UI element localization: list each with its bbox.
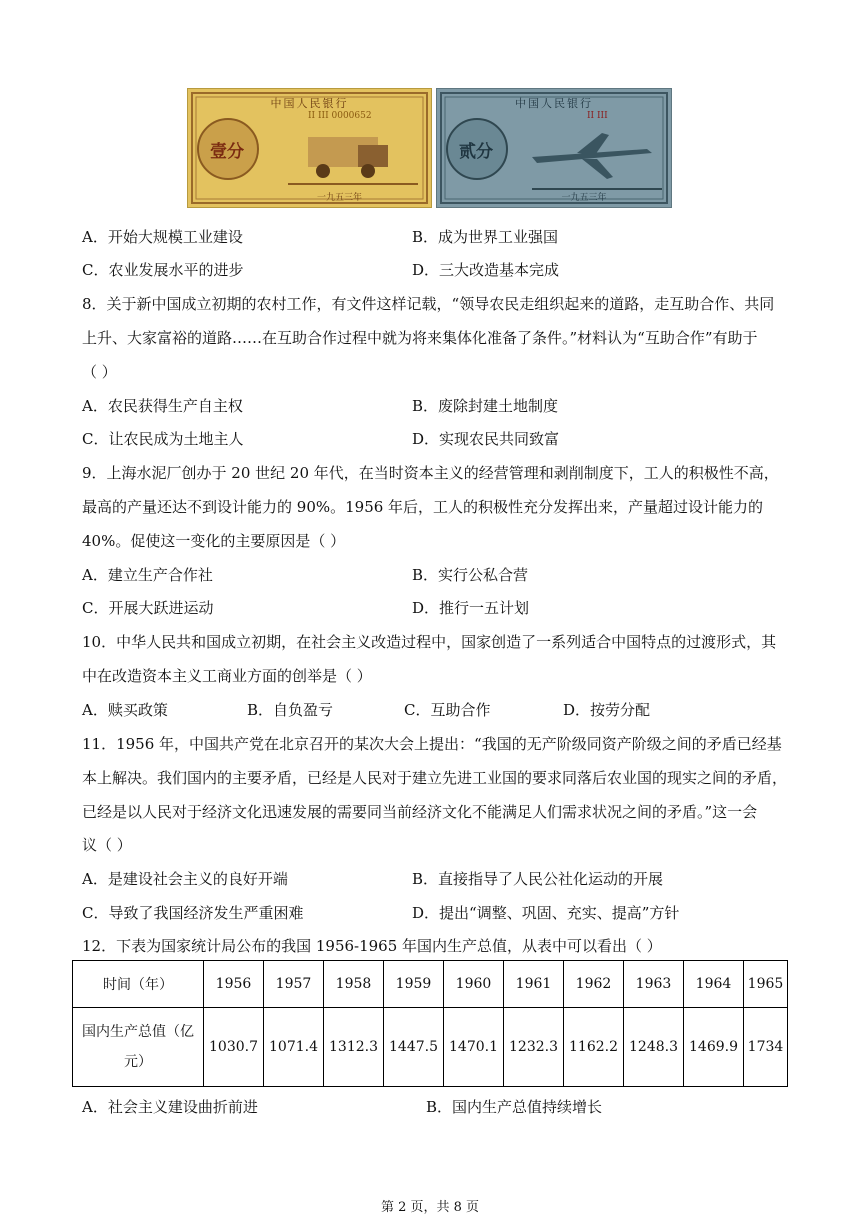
q9-option-b: B．实行公私合营 <box>412 566 529 584</box>
banknote-two-fen-denomination: 贰分 <box>459 142 493 162</box>
banknote-two-fen-serial: II III <box>587 111 608 121</box>
q9-stem-line-2: 最高的产量还达不到设计能力的 90%。1956 年后，工人的积极性充分发挥出来，产量超过设计能力的 <box>82 498 764 516</box>
gdp-year-cell: 1956 <box>204 961 264 1008</box>
gdp-value-cell: 1734 <box>744 1008 788 1087</box>
gdp-value-cell: 1470.1 <box>444 1008 504 1087</box>
q11-stem-line-2: 本上解决。我们国内的主要矛盾，已经是人民对于建立先进工业国的要求同落后农业国的现实之间的矛盾， <box>82 769 788 787</box>
q11-stem-line-4: 议（ ） <box>82 836 132 854</box>
q9-option-c: C．开展大跃进运动 <box>82 599 214 617</box>
q9-option-a: A．建立生产合作社 <box>82 566 213 584</box>
q9-stem-line-1: 9．上海水泥厂创办于 20 世纪 20 年代，在当时资本主义的经营管理和剥削制度下，工人的积极性不高， <box>82 464 779 482</box>
gdp-table-value-row <box>73 1008 788 1087</box>
q10-stem-line-2: 中在改造资本主义工商业方面的创举是（ ） <box>82 667 372 685</box>
gdp-value-cell: 1469.9 <box>684 1008 744 1087</box>
gdp-table-year-row <box>73 961 788 1008</box>
gdp-year-cell: 1960 <box>444 961 504 1008</box>
gdp-year-cell: 1964 <box>684 961 744 1008</box>
gdp-table-value-header <box>73 1008 204 1087</box>
gdp-year-cell: 1962 <box>564 961 624 1008</box>
gdp-table-year-header: 时间（年） <box>73 961 204 1008</box>
gdp-year-cell: 1961 <box>504 961 564 1008</box>
banknote-one-fen-denomination: 壹分 <box>210 142 244 162</box>
q8-stem-line-3: （ ） <box>82 363 117 381</box>
banknote-two-fen-year: 一九五三年 <box>561 193 607 203</box>
q9-stem-line-3: 40%。促使这一变化的主要原因是（ ） <box>82 532 346 550</box>
q11-option-a: A．是建设社会主义的良好开端 <box>82 870 288 888</box>
q11-stem-line-3: 已经是以人民对于经济文化迅速发展的需要同当前经济文化不能满足人们需求状况之间的矛盾。”这一会 <box>82 803 758 821</box>
gdp-year-cell: 1958 <box>324 961 384 1008</box>
q7-option-b: B．成为世界工业强国 <box>412 228 559 246</box>
gdp-value-cell: 1232.3 <box>504 1008 564 1087</box>
gdp-value-cell: 1162.2 <box>564 1008 624 1087</box>
page-footer: 第 2 页，共 8 页 <box>380 1200 480 1215</box>
q9-option-d: D．推行一五计划 <box>412 599 530 617</box>
q12-option-a: A．社会主义建设曲折前进 <box>82 1098 258 1116</box>
banknote-one-fen-image <box>187 88 432 208</box>
gdp-value-cell: 1312.3 <box>324 1008 384 1087</box>
gdp-year-cell: 1963 <box>624 961 684 1008</box>
q8-option-d: D．实现农民共同致富 <box>412 430 560 448</box>
gdp-table <box>72 960 788 1087</box>
banknote-one-fen-bank: 中国人民银行 <box>270 97 349 110</box>
gdp-value-header-line-1: 国内生产总值（亿 <box>82 1024 194 1040</box>
q7-option-a: A．开始大规模工业建设 <box>82 228 243 246</box>
q7-option-d: D．三大改造基本完成 <box>412 261 560 279</box>
q8-option-b: B．废除封建土地制度 <box>412 397 559 415</box>
banknote-two-fen-image <box>436 88 672 208</box>
gdp-value-cell: 1071.4 <box>264 1008 324 1087</box>
q8-option-c: C．让农民成为土地主人 <box>82 430 244 448</box>
q10-option-d: D．按劳分配 <box>563 701 651 719</box>
q8-option-a: A．农民获得生产自主权 <box>82 397 243 415</box>
q11-stem-line-1: 11．1956 年，中国共产党在北京召开的某次大会上提出：“我国的无产阶级同资产阶级之间的矛盾已经基 <box>82 735 782 753</box>
banknote-one-fen-year: 一九五三年 <box>316 193 362 203</box>
q10-stem-line-1: 10．中华人民共和国成立初期，在社会主义改造过程中，国家创造了一系列适合中国特点的过渡形式，其 <box>82 633 777 651</box>
gdp-value-header-line-2: 元） <box>124 1054 152 1070</box>
gdp-value-cell: 1248.3 <box>624 1008 684 1087</box>
q10-option-a: A．赎买政策 <box>82 701 168 719</box>
q7-option-c: C．农业发展水平的进步 <box>82 261 244 279</box>
q10-option-c: C．互助合作 <box>404 701 491 719</box>
banknote-two-fen-bank: 中国人民银行 <box>515 97 593 110</box>
gdp-year-cell: 1959 <box>384 961 444 1008</box>
q11-option-d: D．提出“调整、巩固、充实、提高”方针 <box>412 904 680 922</box>
gdp-value-cell: 1447.5 <box>384 1008 444 1087</box>
gdp-year-cell: 1957 <box>264 961 324 1008</box>
q10-option-b: B．自负盈亏 <box>247 701 334 719</box>
q11-option-b: B．直接指导了人民公社化运动的开展 <box>412 870 664 888</box>
q8-stem-line-2: 上升、大家富裕的道路……在互助合作过程中就为将来集体化准备了条件。”材料认为“互助合作”有助于 <box>82 329 758 347</box>
q12-stem-line: 12．下表为国家统计局公布的我国 1956-1965 年国内生产总值，从表中可以看出（ ） <box>82 937 662 955</box>
q11-option-c: C．导致了我国经济发生严重困难 <box>82 904 304 922</box>
q12-option-b: B．国内生产总值持续增长 <box>426 1098 603 1116</box>
gdp-value-cell: 1030.7 <box>204 1008 264 1087</box>
q8-stem-line-1: 8．关于新中国成立初期的农村工作，有文件这样记载，“领导农民走组织起来的道路，走互助合作、共同 <box>82 295 775 313</box>
banknote-one-fen-serial: II III 0000652 <box>308 111 372 121</box>
gdp-year-cell: 1965 <box>744 961 788 1008</box>
